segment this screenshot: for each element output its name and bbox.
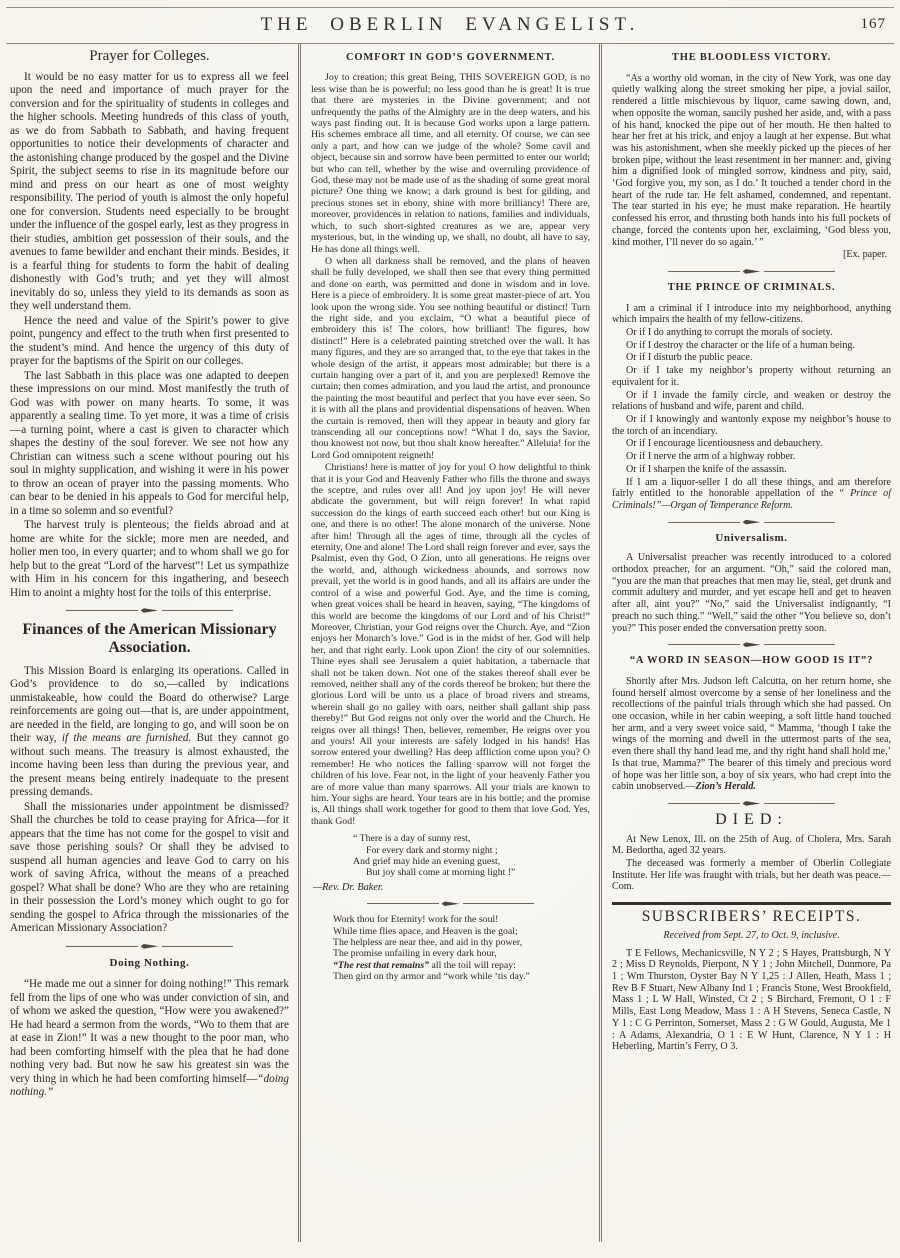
section-divider-ornament [668, 801, 835, 806]
article-title: Doing Nothing. [109, 956, 190, 969]
poem-attribution: —Rev. Dr. Baker. [313, 881, 384, 893]
poem-line-italic-text: “The rest that remains” [333, 959, 430, 971]
paragraph: Or if I knowingly and wantonly expose my neighbor’s house to the torch of an incendiary. [612, 413, 891, 437]
article-prince-of-criminals [612, 282, 891, 512]
poem-line: But joy shall come at morning light !” [366, 867, 516, 879]
section-divider-ornament [367, 901, 534, 906]
divider-diamond-icon [743, 269, 761, 274]
poem-line: “ There is a day of sunny rest, [353, 833, 471, 845]
paragraph-italic-text: if the means are furnished. [61, 732, 192, 745]
paragraph: A Universalist preacher was recently introduced to a colored orthodox preacher, for an argument. “Oh,” said the colored man, “you are the man that preaches that men may lie, steal, get drunk and commit adultery and murder, and yet escape hell and get to heaven after all, aint you?” “No,” said the Universalist indignantly, “I preach no such thing.” “Well,” said the other “You believe so, don’t you?” This poser ended the conversation pretty soon. [612, 552, 891, 634]
column-3 [599, 44, 900, 1242]
article-doing-nothing [10, 957, 289, 1100]
section-thick-rule [612, 902, 891, 905]
article-subscribers-receipts [612, 908, 891, 1053]
masthead [0, 8, 900, 41]
paragraph-text: “He made me out a sinner for doing nothing!” This remark fell from the lips of one who was under conviction of sin, and of whom we asked the question, “How were you awakened?” He had heard a sermon from the words, “Wo to them that are at ease in Zion!” It was a new thought to the poor man, who had been comforting himself with the plea that he had done nothing very bad. But now he saw his greatest sin was the very thing in which he had been comforting himself— [10, 978, 289, 1085]
section-divider-ornament [668, 269, 835, 274]
section-divider-ornament [668, 520, 835, 525]
article-universalism [612, 533, 891, 635]
poem-line [333, 960, 590, 971]
poem-line-text: all the toil will repay: [429, 959, 516, 971]
receipts-date-range: Received from Sept. 27, to Oct. 9, inclusive. [663, 929, 840, 941]
paragraph [612, 676, 891, 793]
paragraph [612, 477, 891, 512]
poem-line: The promise unfailing in every dark hour, [333, 948, 497, 960]
article-title: Finances of the American Missionary Association. [22, 621, 277, 657]
masthead-title: THE OBERLIN EVANGELIST. [260, 14, 640, 35]
paragraph: I am a criminal if I introduce into my neighborhood, anything which impairs the health of my fellow-citizens. [612, 302, 891, 326]
divider-diamond-icon [743, 801, 761, 806]
paragraph-text: But they cannot go without such means. The treasury is almost exhausted, the income having been less than during the previous year, and the present means being entirely inadequate to the present pressing demands. [10, 732, 289, 799]
paragraph: Shall the missionaries under appointment be dismissed? Shall the churches be told to cease praying for Africa—for it appears that the time has not come for the gospel to visit and save those perishing souls? Or shall they be advised to suspend all human agencies and leave God to carry on his work of saving Africa, without the means of a preached gospel? What shall be done? Who are they who are retaining in their possession the Lord’s money which ought to go for sending the gospel to Africa through the missionaries of the American Missionary Association? [10, 800, 289, 935]
paragraph: Or if I disturb the public peace. [626, 352, 753, 364]
paragraph-italic-text: Prince of Criminals!”—Organ of Temperance Reform. [612, 488, 892, 511]
paragraph: Or if I sharpen the knife of the assassin. [626, 463, 787, 475]
article-comfort-in-gods-government [311, 52, 590, 893]
article-title: DIED: [715, 810, 788, 828]
poem-line: While time flies apace, and Heaven is the goal; [333, 925, 518, 937]
paragraph-text: If I am a liquor-seller I do all these things, and am therefore fairly entitled to the honorable appellation of the “ [612, 476, 891, 500]
divider-diamond-icon [442, 901, 460, 906]
paragraph: Or if I take my neighbor’s property without returning an equivalent for it. [612, 365, 891, 388]
paragraph: Christians! here is matter of joy for you! O how delightful to think that it is your God and Heavenly Father who fills the throne and sways the sceptre, and rules over all! And joy upon joy! He will never abdicate the government, but will reign forever! In what rapid succession do the kings of earth succeed each other! but our King is one, and there is no other! The alone monarch of the universe. None after him! Through all the ages of time, through all the cycles of eternity, One and alone! The Lord shall reign forever and ever, says the Psalmist, even thy God, O Zion, unto all generations. He reigns over the world, and, although wickedness abounds, and sorrows now prevail, yet the world is in good hands, and all its affairs are under the control of a wise and powerful God. Aye, and the time is coming, when great voices shall be heard in heaven, saying, “The kingdoms of this world are become the kingdoms of our Lord and of his Christ!” Moreover, Christian, your God reigns over the Church. Aye, and “Zion enjoys her Monarch’s love.” God is in the midst of her. God will help her, and that right early. Look upon Zion! the city of our solemnities. Thine eyes shall see Jerusalem a quiet habitation, a tabernacle that shall not be taken down. Not one of the stakes thereof shall ever be removed, neither shall any of the cords thereof be broken; but there the glorious Lord will be unto us a place of broad rivers and streams, wherein shall go no galley with oars, neither shall gallant ship pass thereby!” But God reigns not only over the world and the Church. He reigns over all things! Then, believer, remember, He reigns over you and yours! All your interests are safely lodged in his hands! Has sorrow entered your dwelling? Has deep affliction come upon you? O remember! He who notices the falling sparrow will not forget the children of his love. Fear not, in the light of your heavenly Father you are of more value than many sparrows. All your trials are known to him. Your sighs are heard. Your tears are in his bottle; and the promise is, All things shall work together for good to them that love God. Yes, thank God! [311, 462, 590, 827]
paragraph: Or if I destroy the character or the life of a human being. [626, 339, 855, 351]
article-title: THE PRINCE OF CRIMINALS. [667, 281, 836, 293]
paragraph: Or if I nerve the arm of a highway robber. [626, 451, 796, 463]
columns [0, 44, 900, 1242]
paragraph: The last Sabbath in this place was one adapted to deepen these impressions on our mind. Most manifestly the truth of God was with power on many hearts. To some, it was apparently a sealing time. To yet more, it was a time of crisis—a turning point, where a cast is given to character which shapes the destiny of the soul forever. We see not how any Christian can witness such a scene without pouring out his soul in mighty supplication, and wishing it were in his power to throw an ocean of prayer into the passing moments. Who can bear to be denied in his appeals to God for merciful help, in a time so solemn and so eventful? [10, 369, 289, 517]
poem [333, 914, 590, 982]
poem-line: And grief may hide an evening guest, [353, 856, 501, 868]
article-finances-ama [10, 621, 289, 936]
article-title: COMFORT IN GOD’S GOVERNMENT. [346, 52, 555, 63]
divider-diamond-icon [141, 608, 159, 613]
paragraph: It would be no easy matter for us to express all we feel upon the need and importance of much prayer for the conversion and for the spirituality of students in colleges and the higher schools. Meeting hundreds of this class of youth, as we do from Sabbath to Sabbath, and having frequent opportunities to notice their developments of character and the astonishing change produced by the gospel and the Divine Spirit, the subject seems to rise in its magnitude before our mind and press on our heart as one of most weighty responsibility. The period of youth is almost the only hopeful one for conversion. Students need especially to be brought under the influence of the gospel early, lest as they progress in their studies, ambition get possession of their souls, and the avenues to fame bewilder and enchant their minds. Besides, it is a fearful thing for students to form the habit of dealing dishonestly with God’s truth; and yet they will almost inevitably do so, unless they yield to its demands as soon as they well understand them. [10, 70, 289, 312]
paragraph [10, 665, 289, 800]
page-number: 167 [860, 16, 886, 32]
article-title: Universalism. [715, 531, 788, 544]
section-divider-ornament [66, 944, 233, 949]
paragraph: T E Fellows, Mechanicsville, N Y 2 ; S Hayes, Prattsburgh, N Y 2 ; Miss D Reynolds, Pierpont, N Y 1 ; John Mitchell, Dunmore, Pa 1 ; Wm Thurston, Oyster Bay N Y 1,25 : J Allen, Heath, Mass 1 ; Rev B F Stuart, New Albany Ind 1 ; Francis Stone, West Brookfield, Mass 1 ; L W Hall, Winsted, Ct 2 ; S Birchard, Fremont, O 1 : F Mills, East Long Meadow, Mass 1 : A H Stevens, Seneca Castle, N Y 1 : C G Perrinton, Somerset, Mass 2 : G W Gould, Augusta, Me 1 : A Adams, Alexandria, O 1 : E W Hunt, Clarence, N Y 1 : H Heberling, Martin’s Ferry, O 3. [612, 947, 891, 1053]
divider-diamond-icon [743, 642, 761, 647]
article-died-notice [612, 810, 891, 893]
section-divider-ornament [66, 608, 233, 613]
paragraph: “As a worthy old woman, in the city of New York, was one day quietly walking along the street smoking her pipe, a jovial sailor, rendered a little mischievous by liquor, came sawing down, and, when opposite the woman, saucily pushed her aside, and, with a pass of his hand, knocked the pipe out of her mouth. He then halted to hear her fret at his trick, and enjoy a laugh at her expense. But what was his astonishment, when she meekly picked up the pieces of her broken pipe, without the least resentment in her manner: and, giving him a dignified look of mingled sorrow, kindness and pity, said, ‘God forgive you, my son, as I do.’ It touched a tender chord in the heart of the rude tar. He felt ashamed, condemned, and repentant. The tear started in his eye; he must make reparation. He heartily confessed his error, and thrusting both hands into his full pockets of change, forced the contents upon her, exclaiming, ‘God bless you, kind mother, I’ll never do so again.’ ” [612, 72, 891, 248]
paragraph: Hence the need and value of the Spirit’s power to give point, pungency and effect to the truth when first presented to the student’s mind. And hence the urgency of this duty of prayer for the baptisms of the Spirit on our colleges. [10, 314, 289, 367]
paragraph [10, 978, 289, 1100]
poem-line: Then gird on thy armor and “work while ‘tis day.” [333, 971, 530, 983]
paragraph: Or if I invade the family circle, and weaken or destroy the relations of husband and wife, parent and child. [612, 389, 891, 413]
article-work-for-eternity-poem [311, 914, 590, 982]
paragraph-italic-text: Zion’s Herald. [695, 781, 756, 793]
paragraph-text: This Mission Board is enlarging its operations. Called in God’s providence to do so,—called by indications unmistakeable, how could the Board do otherwise? Large reinforcements are going out—that is, are under appointment, are needed in the field, are longing to go, and will soon be on their way, [10, 664, 289, 745]
column-1 [0, 44, 298, 1242]
poem-line: The helpless are near thee, and aid in thy power, [333, 937, 523, 949]
paragraph: Joy to creation; this great Being, THIS SOVEREIGN GOD, is no less wise than he is powerful; no less good than he is great! It is true that there are mysteries in the Divine government; and not unfrequently the paths of the Almighty are in the deep waters, and his ways past finding out. It is because God works upon a large pattern. His schemes embrace all time, and all eternity. Of course, we can see only a part, and how can we judge of the whole? Some cavil and object, because sin and sorrow have been permitted to enter our world; but who can tell, whether by the wise and overruling providence of God, these may not be made use of as the shading of some great moral picture? One thing we know; a dark ground is best for gilding, and precious stones set in ebony, shine with more brilliancy! There are, moreover, providences in relation to nations, families and individuals, which, to such short-sighted creatures as we are, appear very mysterious, but, in the winding up, we shall, no doubt, all have to say, He has done all things well. [311, 72, 590, 255]
paragraph: O when all darkness shall be removed, and the plans of heaven shall be fully developed, we shall then see that every thing permitted and done on earth, was permitted and done in wisdom and in love. Here is a piece of embroidery. It is some great master-piece of art. You look upon the wrong side. You see nothing beautiful or distinct! Turn the right side, and you exclaim, “O what a beautiful piece of embroidery this is! The colors, how brilliant! The figures, how distinct!” Here is a celebrated painting stretched over the wall. It has many figures, and they are so arranged that, to the eye that takes in the whole design of the artist, it appears most admirable; but there is a curtain hanging over a part of it, and you are perplexed! Remove the curtain; then comes admiration, and you laud the artist, and pronounce the painting the most beautiful and perfect that you have ever seen. So it is with all the plans and providential dispensations of heaven. When the curtain is removed, then will they appear in beauty and glory far transcending all our conceptions now! “What I do, says the Savior, thou knowest not now, but thou shalt know hereafter.” Alleluia! for the Lord God omnipotent reigneth! [311, 255, 590, 461]
article-prayer-for-colleges [10, 50, 289, 600]
paragraph-italic-text: “doing nothing.” [10, 1072, 289, 1099]
article-title: Prayer for Colleges. [89, 48, 210, 64]
paragraph: The deceased was formerly a member of Oberlin Collegiate Institute. Her life was fraught with trials, but her death was peace.—Com. [612, 858, 891, 893]
section-divider-ornament [668, 642, 835, 647]
article-title: SUBSCRIBERS’ RECEIPTS. [641, 908, 862, 926]
article-attribution: [Ex. paper. [842, 249, 887, 261]
article-title: THE BLOODLESS VICTORY. [671, 52, 832, 63]
poem-line: For every dark and stormy night ; [366, 844, 498, 856]
column-2 [298, 44, 599, 1242]
paragraph: At New Lenox, Ill. on the 25th of Aug. of Cholera, Mrs. Sarah M. Bedortha, aged 32 years. [612, 833, 891, 857]
article-bloodless-victory [612, 52, 891, 261]
article-word-in-season [612, 655, 891, 793]
divider-diamond-icon [141, 944, 159, 949]
paragraph-text: Shortly after Mrs. Judson left Calcutta, on her return home, she found herself almost overcome by a sense of her loneliness and the recollections of the painful trials through which she had passed. On one occasion, while in her cabin weeping, a soft little hand touched her arm, and a very sweet voice said, “ Mamma, ‘though I take the wings of the morning and dwell in the uttermost parts of the sea, even there shall thy hand lead me, and thy right hand shall hold me,’ Is that true, Mamma?” The bearer of this timely and precious word of hope was her little son, a boy of six years, who had crept into the cabin unobserved.— [612, 675, 891, 793]
divider-diamond-icon [743, 520, 761, 525]
paragraph: The harvest truly is plenteous; the fields abroad and at home are white for the sickle; more men are needed, and holier men too, in every quarter; and to whom shall we go for help but to the great “Lord of the harvest”! Let us sympathize with Him in his concern for this ingathering, and beseech Him to anoint a mighty host for the toils of this enterprise. [10, 519, 289, 599]
paragraph: Or if I encourage licentiousness and debauchery. [626, 438, 823, 450]
poem-line: Work thou for Eternity! work for the soul! [333, 914, 499, 926]
article-title: “A WORD IN SEASON—HOW GOOD IS IT”? [629, 655, 874, 667]
quoted-poem [353, 833, 590, 879]
paragraph: Or if I do anything to corrupt the morals of society. [626, 327, 833, 339]
